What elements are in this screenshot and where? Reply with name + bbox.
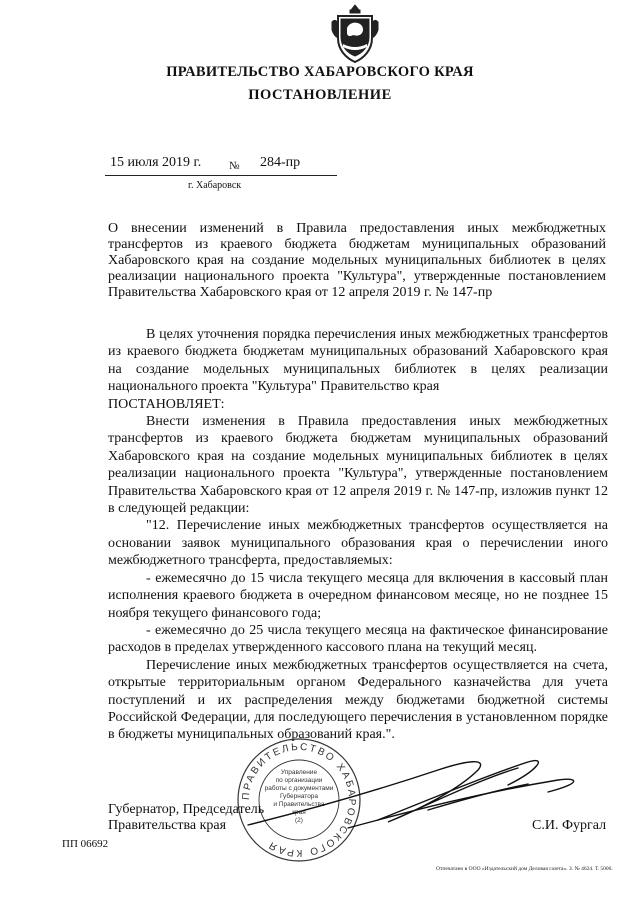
- stamp-inner-line: (2): [295, 817, 303, 824]
- paragraph-item-25: - ежемесячно до 25 числа текущего месяца на фактическое финансирование расходов в пределах утвержденного кассового плана на текущий месяц.: [108, 622, 608, 656]
- paragraph-item-15: - ежемесячно до 15 числа текущего месяца для включения в кассовый план исполнения краевого бюджета в очередном финансовом месяце, но не позднее 15 ноября текущего финансового года;: [108, 570, 608, 621]
- print-imprint: Отпечатано в ООО «Издательский дом Деловая газета». З. № 4624. Т. 5000.: [436, 866, 613, 872]
- signatory-position: [108, 802, 264, 834]
- document-body: [108, 326, 608, 744]
- stamp-inner-line: по организации: [275, 777, 323, 784]
- stamp-inner-line: и Правительства: [273, 801, 325, 808]
- paragraph-preamble: В целях уточнения порядка перечисления иных межбюджетных трансфертов из краевого бюджета бюджетам муниципальных образований Хабаровского края на создание модельных муниципальных библиотек в целях реализации национального проекта "Культура" Правительство края: [108, 327, 608, 395]
- number-sign: №: [229, 160, 240, 172]
- paragraph-accounts: Перечисление иных межбюджетных трансфертов осуществляется на счета, открытые территориальным органом Федерального казначейства для учета поступлений и их распределения между бюджетами бюджетной системы Российской Федерации, для последующего перечисления в установленном порядке в бюджеты муниципальных образований края.".: [108, 657, 608, 743]
- signatory-name: С.И. Фургал: [532, 818, 607, 833]
- resolves-heading: ПОСТАНОВЛЯЕТ:: [108, 396, 225, 412]
- document-date: 15 июля 2019 г.: [110, 155, 202, 170]
- document-title: О внесении изменений в Правила предоставления иных межбюджетных трансфертов из краевого бюджета бюджетам муниципальных образований Хабаровского края на создание модельных муниципальных библиотек в целях реализации национального проекта "Культура", утвержденные постановлением Правительства Хабаровского края от 12 апреля 2019 г. № 147-пр: [108, 221, 606, 300]
- signatory-position-line1: Губернатор, Председатель: [108, 802, 265, 817]
- signatory-position-line2: Правительства края: [108, 818, 227, 833]
- document-code: ПП 06692: [62, 838, 109, 850]
- organization-name: ПРАВИТЕЛЬСТВО ХАБАРОВСКОГО КРАЯ: [166, 64, 474, 80]
- document-number: 284-пр: [260, 155, 301, 170]
- coat-of-arms-emblem: [330, 4, 380, 64]
- paragraph-amendment: Внести изменения в Правила предоставления иных межбюджетных трансфертов из краевого бюджета бюджетам муниципальных образований Хабаровского края на создание модельных муниципальных библиотек в целях реализации национального проекта "Культура", утвержденные постановлением Правительства Хабаровского края от 12 апреля 2019 г. № 147-пр, изложив пункт 12 в следующей редакции:: [108, 414, 608, 517]
- stamp-inner-line: работы с документами: [264, 785, 334, 792]
- stamp-inner-line: Управление: [280, 769, 318, 776]
- document-city: г. Хабаровск: [188, 180, 242, 191]
- stamp-ring-text: ПРАВИТЕЛЬСТВО ХАБАРОВСКОГО КРАЯ: [240, 741, 358, 859]
- stamp-inner-line: края: [292, 809, 306, 816]
- paragraph-clause-12: "12. Перечисление иных межбюджетных трансфертов осуществляется на основании заявок муниципального образования края о перечислении иного межбюджетного трансферта, предоставляемых:: [108, 518, 608, 569]
- document-type: ПОСТАНОВЛЕНИЕ: [248, 87, 392, 103]
- stamp-inner-line: Губернатора: [279, 793, 319, 800]
